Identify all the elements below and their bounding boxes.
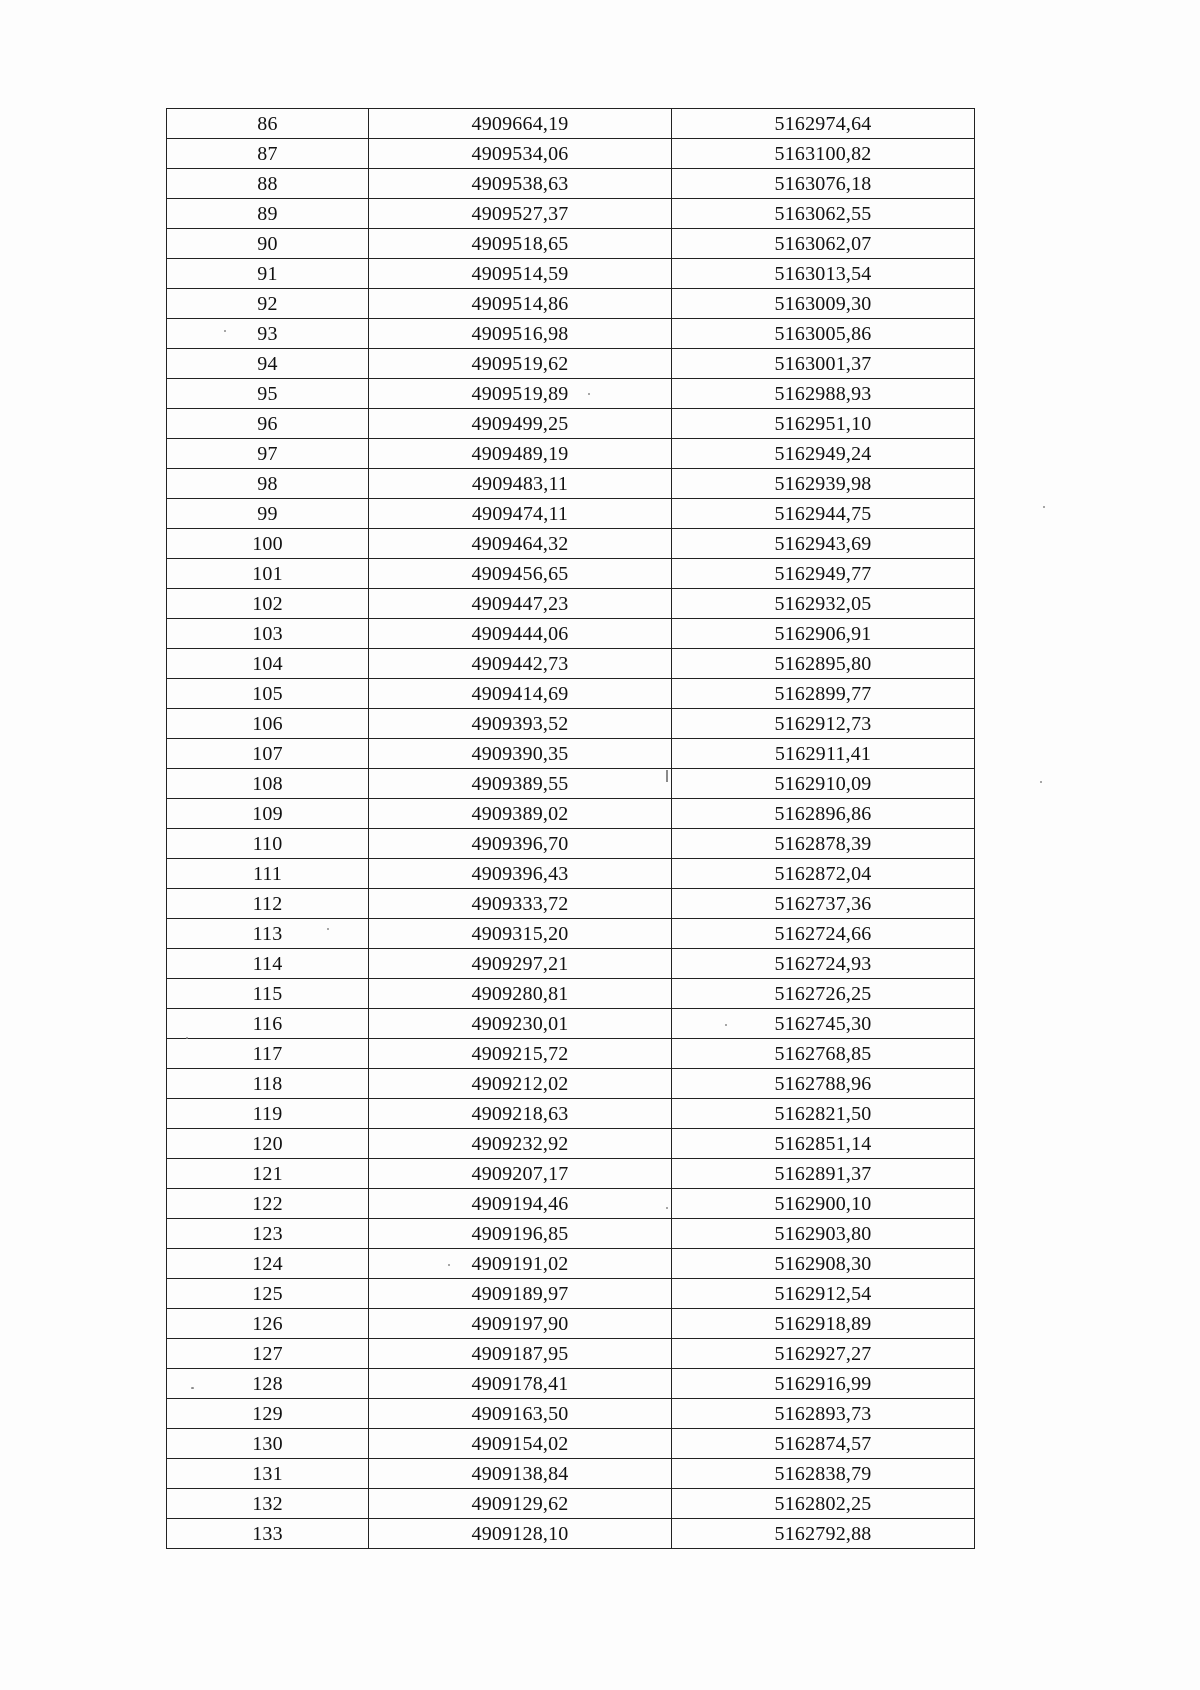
y-coordinate-cell: 5162896,86 <box>672 799 975 829</box>
scan-speck <box>448 1264 450 1266</box>
point-number-cell: 97 <box>167 439 369 469</box>
table-row <box>167 619 975 649</box>
y-coordinate-cell: 5162988,93 <box>672 379 975 409</box>
point-number-cell: 112 <box>167 889 369 919</box>
scan-speck <box>327 928 329 930</box>
table-row <box>167 379 975 409</box>
y-coordinate-cell: 5162788,96 <box>672 1069 975 1099</box>
y-coordinate-cell: 5162911,41 <box>672 739 975 769</box>
y-coordinate-cell: 5162949,24 <box>672 439 975 469</box>
x-coordinate-cell: 4909189,97 <box>369 1279 672 1309</box>
x-coordinate-cell: 4909178,41 <box>369 1369 672 1399</box>
point-number-cell: 111 <box>167 859 369 889</box>
point-number-cell: 109 <box>167 799 369 829</box>
x-coordinate-cell: 4909519,89 <box>369 379 672 409</box>
x-coordinate-cell: 4909197,90 <box>369 1309 672 1339</box>
table-row <box>167 139 975 169</box>
x-coordinate-cell: 4909518,65 <box>369 229 672 259</box>
table-row <box>167 199 975 229</box>
point-number-cell: 86 <box>167 109 369 139</box>
x-coordinate-cell: 4909218,63 <box>369 1099 672 1129</box>
table-row <box>167 679 975 709</box>
table-row <box>167 529 975 559</box>
table-row <box>167 829 975 859</box>
table-row <box>167 1249 975 1279</box>
y-coordinate-cell: 5163005,86 <box>672 319 975 349</box>
y-coordinate-cell: 5163009,30 <box>672 289 975 319</box>
point-number-cell: 91 <box>167 259 369 289</box>
y-coordinate-cell: 5162912,73 <box>672 709 975 739</box>
point-number-cell: 129 <box>167 1399 369 1429</box>
y-coordinate-cell: 5163062,07 <box>672 229 975 259</box>
table-row <box>167 979 975 1009</box>
x-coordinate-cell: 4909514,59 <box>369 259 672 289</box>
table-row <box>167 799 975 829</box>
table-row <box>167 739 975 769</box>
point-number-cell: 88 <box>167 169 369 199</box>
y-coordinate-cell: 5162927,27 <box>672 1339 975 1369</box>
x-coordinate-cell: 4909527,37 <box>369 199 672 229</box>
x-coordinate-cell: 4909464,32 <box>369 529 672 559</box>
table-row <box>167 1039 975 1069</box>
point-number-cell: 103 <box>167 619 369 649</box>
scan-speck <box>666 770 668 782</box>
x-coordinate-cell: 4909138,84 <box>369 1459 672 1489</box>
y-coordinate-cell: 5162737,36 <box>672 889 975 919</box>
y-coordinate-cell: 5162943,69 <box>672 529 975 559</box>
y-coordinate-cell: 5162726,25 <box>672 979 975 1009</box>
table-row <box>167 1159 975 1189</box>
table-row <box>167 229 975 259</box>
y-coordinate-cell: 5162916,99 <box>672 1369 975 1399</box>
table-row <box>167 109 975 139</box>
point-number-cell: 120 <box>167 1129 369 1159</box>
y-coordinate-cell: 5162872,04 <box>672 859 975 889</box>
x-coordinate-cell: 4909194,46 <box>369 1189 672 1219</box>
table-row <box>167 559 975 589</box>
table-row <box>167 709 975 739</box>
coordinates-table <box>166 108 975 1549</box>
x-coordinate-cell: 4909196,85 <box>369 1219 672 1249</box>
y-coordinate-cell: 5163062,55 <box>672 199 975 229</box>
y-coordinate-cell: 5162939,98 <box>672 469 975 499</box>
scan-speck <box>191 1387 194 1389</box>
table-row <box>167 1519 975 1549</box>
x-coordinate-cell: 4909474,11 <box>369 499 672 529</box>
y-coordinate-cell: 5162910,09 <box>672 769 975 799</box>
table-row <box>167 859 975 889</box>
table-row <box>167 169 975 199</box>
table-row <box>167 1309 975 1339</box>
table-row <box>167 499 975 529</box>
point-number-cell: 107 <box>167 739 369 769</box>
x-coordinate-cell: 4909664,19 <box>369 109 672 139</box>
y-coordinate-cell: 5162745,30 <box>672 1009 975 1039</box>
x-coordinate-cell: 4909154,02 <box>369 1429 672 1459</box>
y-coordinate-cell: 5163076,18 <box>672 169 975 199</box>
table-row <box>167 889 975 919</box>
scan-speck <box>725 1024 727 1026</box>
point-number-cell: 124 <box>167 1249 369 1279</box>
point-number-cell: 127 <box>167 1339 369 1369</box>
point-number-cell: 130 <box>167 1429 369 1459</box>
point-number-cell: 92 <box>167 289 369 319</box>
y-coordinate-cell: 5162874,57 <box>672 1429 975 1459</box>
point-number-cell: 99 <box>167 499 369 529</box>
point-number-cell: 119 <box>167 1099 369 1129</box>
point-number-cell: 113 <box>167 919 369 949</box>
x-coordinate-cell: 4909207,17 <box>369 1159 672 1189</box>
table-row <box>167 1459 975 1489</box>
table-row <box>167 1489 975 1519</box>
point-number-cell: 133 <box>167 1519 369 1549</box>
y-coordinate-cell: 5162949,77 <box>672 559 975 589</box>
point-number-cell: 117 <box>167 1039 369 1069</box>
x-coordinate-cell: 4909230,01 <box>369 1009 672 1039</box>
x-coordinate-cell: 4909444,06 <box>369 619 672 649</box>
table-row <box>167 649 975 679</box>
x-coordinate-cell: 4909514,86 <box>369 289 672 319</box>
point-number-cell: 93 <box>167 319 369 349</box>
point-number-cell: 104 <box>167 649 369 679</box>
scan-speck <box>224 330 226 332</box>
x-coordinate-cell: 4909442,73 <box>369 649 672 679</box>
x-coordinate-cell: 4909315,20 <box>369 919 672 949</box>
table-row <box>167 439 975 469</box>
table-row <box>167 1189 975 1219</box>
x-coordinate-cell: 4909163,50 <box>369 1399 672 1429</box>
point-number-cell: 110 <box>167 829 369 859</box>
point-number-cell: 108 <box>167 769 369 799</box>
y-coordinate-cell: 5162951,10 <box>672 409 975 439</box>
x-coordinate-cell: 4909191,02 <box>369 1249 672 1279</box>
x-coordinate-cell: 4909538,63 <box>369 169 672 199</box>
point-number-cell: 96 <box>167 409 369 439</box>
y-coordinate-cell: 5162724,66 <box>672 919 975 949</box>
table-row <box>167 919 975 949</box>
point-number-cell: 95 <box>167 379 369 409</box>
table-row <box>167 409 975 439</box>
table-row <box>167 1279 975 1309</box>
point-number-cell: 105 <box>167 679 369 709</box>
coordinates-table-body <box>167 109 975 1549</box>
table-row <box>167 469 975 499</box>
table-row <box>167 949 975 979</box>
scan-speck <box>1043 506 1045 508</box>
y-coordinate-cell: 5162912,54 <box>672 1279 975 1309</box>
point-number-cell: 116 <box>167 1009 369 1039</box>
point-number-cell: 125 <box>167 1279 369 1309</box>
point-number-cell: 90 <box>167 229 369 259</box>
table-row <box>167 1069 975 1099</box>
point-number-cell: 106 <box>167 709 369 739</box>
x-coordinate-cell: 4909389,55 <box>369 769 672 799</box>
point-number-cell: 126 <box>167 1309 369 1339</box>
scan-speck <box>1040 781 1042 783</box>
point-number-cell: 115 <box>167 979 369 1009</box>
y-coordinate-cell: 5162900,10 <box>672 1189 975 1219</box>
scan-speck <box>666 1207 668 1209</box>
x-coordinate-cell: 4909187,95 <box>369 1339 672 1369</box>
point-number-cell: 94 <box>167 349 369 379</box>
y-coordinate-cell: 5162893,73 <box>672 1399 975 1429</box>
y-coordinate-cell: 5162891,37 <box>672 1159 975 1189</box>
y-coordinate-cell: 5162768,85 <box>672 1039 975 1069</box>
table-row <box>167 1009 975 1039</box>
y-coordinate-cell: 5162932,05 <box>672 589 975 619</box>
point-number-cell: 132 <box>167 1489 369 1519</box>
y-coordinate-cell: 5162918,89 <box>672 1309 975 1339</box>
x-coordinate-cell: 4909280,81 <box>369 979 672 1009</box>
table-row <box>167 1099 975 1129</box>
x-coordinate-cell: 4909232,92 <box>369 1129 672 1159</box>
y-coordinate-cell: 5162899,77 <box>672 679 975 709</box>
table-row <box>167 1369 975 1399</box>
y-coordinate-cell: 5162821,50 <box>672 1099 975 1129</box>
point-number-cell: 118 <box>167 1069 369 1099</box>
table-row <box>167 769 975 799</box>
point-number-cell: 121 <box>167 1159 369 1189</box>
point-number-cell: 101 <box>167 559 369 589</box>
scan-speck <box>186 1037 188 1039</box>
y-coordinate-cell: 5162724,93 <box>672 949 975 979</box>
y-coordinate-cell: 5162792,88 <box>672 1519 975 1549</box>
x-coordinate-cell: 4909396,43 <box>369 859 672 889</box>
table-row <box>167 319 975 349</box>
x-coordinate-cell: 4909447,23 <box>369 589 672 619</box>
point-number-cell: 131 <box>167 1459 369 1489</box>
point-number-cell: 100 <box>167 529 369 559</box>
x-coordinate-cell: 4909393,52 <box>369 709 672 739</box>
y-coordinate-cell: 5162895,80 <box>672 649 975 679</box>
x-coordinate-cell: 4909483,11 <box>369 469 672 499</box>
table-row <box>167 349 975 379</box>
y-coordinate-cell: 5163001,37 <box>672 349 975 379</box>
y-coordinate-cell: 5163013,54 <box>672 259 975 289</box>
x-coordinate-cell: 4909389,02 <box>369 799 672 829</box>
x-coordinate-cell: 4909519,62 <box>369 349 672 379</box>
table-row <box>167 259 975 289</box>
x-coordinate-cell: 4909128,10 <box>369 1519 672 1549</box>
x-coordinate-cell: 4909215,72 <box>369 1039 672 1069</box>
x-coordinate-cell: 4909534,06 <box>369 139 672 169</box>
x-coordinate-cell: 4909212,02 <box>369 1069 672 1099</box>
y-coordinate-cell: 5162838,79 <box>672 1459 975 1489</box>
point-number-cell: 123 <box>167 1219 369 1249</box>
point-number-cell: 122 <box>167 1189 369 1219</box>
x-coordinate-cell: 4909516,98 <box>369 319 672 349</box>
point-number-cell: 114 <box>167 949 369 979</box>
y-coordinate-cell: 5162903,80 <box>672 1219 975 1249</box>
y-coordinate-cell: 5162908,30 <box>672 1249 975 1279</box>
x-coordinate-cell: 4909396,70 <box>369 829 672 859</box>
table-row <box>167 1129 975 1159</box>
y-coordinate-cell: 5162802,25 <box>672 1489 975 1519</box>
table-row <box>167 1339 975 1369</box>
x-coordinate-cell: 4909489,19 <box>369 439 672 469</box>
x-coordinate-cell: 4909333,72 <box>369 889 672 919</box>
x-coordinate-cell: 4909414,69 <box>369 679 672 709</box>
y-coordinate-cell: 5162974,64 <box>672 109 975 139</box>
x-coordinate-cell: 4909297,21 <box>369 949 672 979</box>
point-number-cell: 89 <box>167 199 369 229</box>
table-row <box>167 1399 975 1429</box>
y-coordinate-cell: 5162851,14 <box>672 1129 975 1159</box>
x-coordinate-cell: 4909499,25 <box>369 409 672 439</box>
table-row <box>167 289 975 319</box>
x-coordinate-cell: 4909390,35 <box>369 739 672 769</box>
point-number-cell: 87 <box>167 139 369 169</box>
y-coordinate-cell: 5162906,91 <box>672 619 975 649</box>
point-number-cell: 102 <box>167 589 369 619</box>
table-row <box>167 1219 975 1249</box>
table-row <box>167 1429 975 1459</box>
scan-speck <box>588 393 590 395</box>
y-coordinate-cell: 5162944,75 <box>672 499 975 529</box>
x-coordinate-cell: 4909129,62 <box>369 1489 672 1519</box>
table-row <box>167 589 975 619</box>
point-number-cell: 98 <box>167 469 369 499</box>
x-coordinate-cell: 4909456,65 <box>369 559 672 589</box>
y-coordinate-cell: 5163100,82 <box>672 139 975 169</box>
y-coordinate-cell: 5162878,39 <box>672 829 975 859</box>
point-number-cell: 128 <box>167 1369 369 1399</box>
